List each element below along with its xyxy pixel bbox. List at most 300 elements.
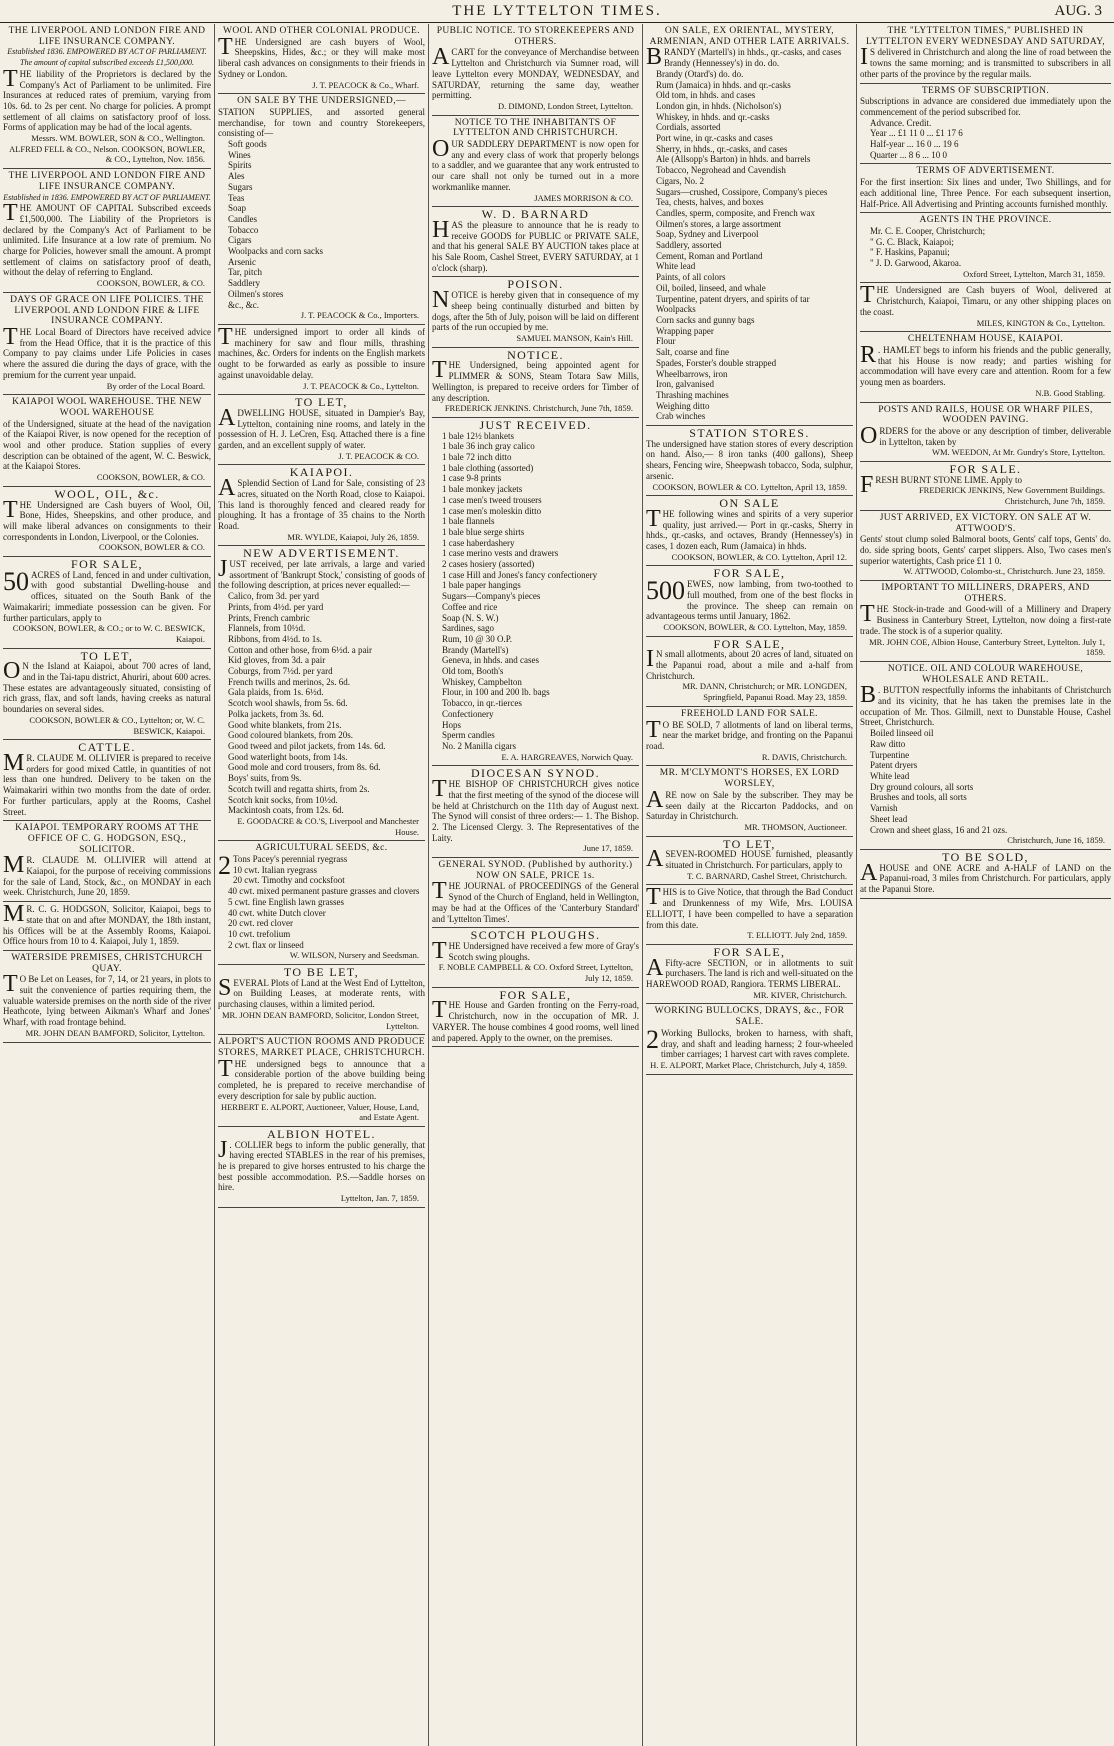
ad-signature: MR. DANN, Christchurch; or MR. LONGDEN, Springfield, Papanui Road. May 23, 1859. bbox=[682, 681, 847, 703]
list-item: Wrapping paper bbox=[656, 325, 714, 336]
ad-text: CART for the conveyance of Merchandise between Lyttelton and Christchurch via Sumner road, will leave Lyttelton every MONDAY, WEDNESDAY, and SATURDAY, returning the same day, weather permitting. bbox=[432, 47, 639, 101]
ad-text: Splendid Section of Land for Sale, consisting of 23 acres, situated on the North Road, close to Kaiapoi. This land is thoroughly fenced and cleared ready for ploughing. It has a frontage of 35 chains to the North Road. bbox=[218, 478, 425, 531]
list-item: Ale (Allsopp's Barton) in hhds. and barrels bbox=[656, 154, 811, 165]
drop-cap: 50 bbox=[3, 566, 29, 596]
advertisement bbox=[218, 24, 425, 94]
ad-text: HE BISHOP OF CHRISTCHURCH gives notice that the first meeting of the synod of the diocese will be held at Christchurch on the 11th day of August next. The Synod will consist of three orders:— 1. The Bishop. 2. The Licensed Clergy. 3. The Representatives of the Laity. bbox=[432, 779, 639, 843]
ad-body bbox=[432, 357, 639, 403]
ad-body bbox=[3, 658, 211, 715]
drop-cap: S bbox=[218, 974, 232, 1001]
list-item: Old tom, in hhds. and cases bbox=[656, 90, 756, 101]
ad-heading: TERMS OF ADVERTISEMENT. bbox=[916, 166, 1055, 177]
advertisement bbox=[432, 766, 639, 858]
list-item: Raw ditto bbox=[870, 738, 906, 749]
ad-heading: MR. M'CLYMONT'S HORSES, EX LORD WORSLEY, bbox=[659, 768, 840, 790]
list-item: Oil, boiled, linseed, and whale bbox=[656, 282, 766, 293]
item-list bbox=[860, 118, 1111, 161]
ad-text: N small allotments, about 20 acres of land, situated on the Papanui road, about a mile and a-half from Christchurch. bbox=[646, 649, 853, 681]
ad-heading: THE LIVERPOOL AND LONDON FIRE AND LIFE INSURANCE COMPANY. bbox=[8, 171, 206, 192]
advertisement bbox=[3, 395, 211, 487]
ad-body bbox=[218, 974, 425, 1010]
list-item: Confectionery bbox=[442, 708, 494, 719]
ad-heading: JUST ARRIVED, EX VICTORY. ON SALE AT W. ATTWOOD'S. bbox=[879, 512, 1092, 534]
drop-cap: T bbox=[432, 997, 447, 1024]
drop-cap: O bbox=[860, 422, 878, 449]
ad-body bbox=[432, 997, 639, 1043]
advertisement bbox=[3, 740, 211, 821]
list-item: Calico, from 3d. per yard bbox=[228, 591, 319, 602]
advertisement bbox=[860, 283, 1111, 332]
ad-text: Subscriptions in advance are considered due immediately upon the commencement of the period subscribed for. bbox=[860, 96, 1111, 117]
drop-cap: T bbox=[646, 716, 661, 743]
list-item: 10 cwt. trefolium bbox=[228, 928, 291, 939]
ad-body bbox=[218, 404, 425, 451]
ad-body bbox=[860, 282, 1111, 317]
item-list bbox=[218, 139, 425, 310]
masthead bbox=[0, 0, 1114, 23]
column-2 bbox=[214, 24, 428, 1746]
ad-signature: Messrs. WM. BOWLER, SON & CO., Wellington. ALFRED FELL & CO., Nelson. COOKSON, BOWLER, & CO., Lyttelton, Nov. 1856. bbox=[9, 133, 205, 165]
advertisement bbox=[218, 395, 425, 465]
ad-heading: FOR SALE, bbox=[713, 636, 786, 651]
advertisement bbox=[646, 426, 853, 496]
list-item: Ribbons, from 4½d. to 1s. bbox=[228, 633, 323, 644]
advertisement bbox=[3, 24, 211, 169]
advertisement bbox=[218, 94, 425, 325]
advertisement bbox=[432, 207, 639, 277]
drop-cap: T bbox=[432, 878, 447, 905]
drop-cap: A bbox=[646, 846, 664, 873]
ad-signature: T. ELLIOTT. July 2nd, 1859. bbox=[747, 930, 847, 941]
advertisement bbox=[860, 462, 1111, 511]
ad-signature: D. DIMOND, London Street, Lyttelton. bbox=[497, 100, 633, 111]
list-item: 1 bale 72 inch ditto bbox=[442, 452, 512, 463]
drop-cap: T bbox=[3, 200, 18, 227]
item-list bbox=[218, 865, 425, 951]
ad-text: ACRES of Land, fenced in and under cultivation, with good substantial Dwelling-house and offices, situated on the South Bank of the Waimakariri; immediate possession can be given. For further particulars, apply to bbox=[3, 569, 211, 623]
list-item: Whiskey, in hhds. and qr.-casks bbox=[656, 111, 770, 122]
advertisement bbox=[432, 348, 639, 418]
list-item: Kid gloves, from 3d. a pair bbox=[228, 655, 326, 666]
advertisement bbox=[3, 649, 211, 741]
ad-text: HE Undersigned are Cash buyers of Wool, Oil, Bone, Hides, Sheepskins, and other produce, and will make liberal advances on consignments to their correspondents in London, Liverpool, or the Colonies. bbox=[3, 499, 211, 542]
ad-body bbox=[646, 646, 853, 681]
ad-text: The undersigned have station stores of every description on hand. Also,— 8 iron tanks (400 gallons), Sheep shears, Fencing wire, Sheepwash tobacco, Soda, sulphur, arsenic. bbox=[646, 438, 853, 481]
list-item: Soap bbox=[228, 203, 246, 214]
drop-cap: M bbox=[3, 901, 25, 928]
advertisement bbox=[218, 546, 425, 841]
drop-cap: T bbox=[646, 505, 661, 532]
list-item: Year ... £1 11 0 ... £1 17 6 bbox=[870, 128, 963, 139]
list-item: Rum (Jamaica) in hhds. and qr.-casks bbox=[656, 79, 791, 90]
ad-heading: AGRICULTURAL SEEDS, &c. bbox=[255, 843, 388, 854]
list-item: Scotch twill and regatta shirts, from 2s. bbox=[228, 783, 370, 794]
ad-body bbox=[860, 859, 1111, 895]
ad-body bbox=[432, 44, 639, 101]
column-3 bbox=[428, 24, 642, 1746]
ad-signature: N.B. Good Stabling. bbox=[1035, 387, 1105, 398]
list-item: 1 bale 36 inch gray calico bbox=[442, 441, 535, 452]
ad-text: HE Undersigned are Cash buyers of Wool, delivered at Christchurch, Kaiapoi, Timaru, or any other shipping places on the coast. bbox=[860, 285, 1111, 317]
ad-text: HE Undersigned have received a few more of Gray's Scotch swing ploughs. bbox=[448, 940, 639, 962]
ad-heading: TO LET, bbox=[295, 395, 348, 410]
drop-cap: T bbox=[432, 357, 447, 384]
ad-text: OTICE is hereby given that in consequence of my sheep being continually disturbed and bitten by dogs, after the 5th of July, poison will be laid on different parts of the run occupied by me. bbox=[432, 290, 639, 333]
newspaper-title: THE LYTTELTON TIMES. bbox=[452, 3, 662, 19]
ad-text: For the first insertion: Six lines and under, Two Shillings, and for each additional line, Three Pence. For each subsequent insertion, Half-Price. All Advertising and Printing accounts furnished monthly. bbox=[860, 177, 1111, 209]
ad-body bbox=[218, 1055, 425, 1102]
list-item: Good coloured blankets, from 20s. bbox=[228, 730, 353, 741]
ad-body bbox=[3, 323, 211, 381]
drop-cap: T bbox=[218, 33, 233, 60]
item-list bbox=[646, 58, 853, 422]
ad-heading: JUST RECEIVED. bbox=[479, 417, 592, 432]
ad-text: EVERAL Plots of Land at the West End of Lyttelton, on Building Leases, at moderate rents, with purchasing clauses, within a limited period. bbox=[218, 977, 425, 1010]
item-list bbox=[432, 431, 639, 752]
column-4 bbox=[642, 24, 856, 1746]
ad-body bbox=[218, 556, 425, 591]
drop-cap: T bbox=[3, 65, 18, 92]
advertisement bbox=[3, 169, 211, 293]
drop-cap: T bbox=[432, 937, 447, 964]
advertisement bbox=[860, 213, 1111, 283]
list-item: Woolpacks bbox=[656, 304, 696, 315]
ad-signature: By order of the Local Board. bbox=[106, 380, 205, 391]
drop-cap: H bbox=[432, 216, 450, 243]
ad-signature: J. T. PEACOCK & CO. bbox=[338, 450, 419, 461]
ad-text: HE AMOUNT OF CAPITAL Subscribed exceeds £1,500,000. The Liability of the Proprietors is declared by the Company's Act of Parliament to be unlimited. Life Insurance at a low rate of premium. No charge for Policies, however small the amount. A prompt settlement of claims on satisfactory proof of death, without the delay of referring to England. bbox=[3, 203, 211, 278]
ad-signature: Lyttelton, Jan. 7, 1859. bbox=[340, 1193, 419, 1204]
list-item: Scotch knit socks, from 10½d. bbox=[228, 794, 338, 805]
ad-body bbox=[3, 200, 211, 278]
ad-body bbox=[646, 576, 853, 622]
list-item: Candles, sperm, composite, and French wax bbox=[656, 207, 815, 218]
list-item: 1 case men's tweed trousers bbox=[442, 494, 542, 505]
advertisement bbox=[860, 403, 1111, 463]
list-item: Iron, galvanised bbox=[656, 379, 714, 390]
advertisement bbox=[432, 928, 639, 988]
ad-signature: MR. KIVER, Christchurch. bbox=[753, 989, 847, 1000]
ad-body bbox=[218, 33, 425, 80]
ad-signature: COOKSON, BOWLER, & CO. bbox=[96, 278, 205, 289]
ad-signature: COOKSON, BOWLER & CO. Lyttelton, April 13, 1859. bbox=[652, 481, 847, 492]
list-item: Hops bbox=[442, 719, 462, 730]
ad-body bbox=[860, 341, 1111, 388]
ad-signature: HERBERT E. ALPORT, Auctioneer, Valuer, House, Land, and Estate Agent. bbox=[220, 1101, 419, 1123]
list-item: Soap, Sydney and Liverpool bbox=[656, 229, 759, 240]
ad-heading: PUBLIC NOTICE. TO STOREKEEPERS AND OTHERS. bbox=[436, 26, 635, 47]
ad-body bbox=[432, 287, 639, 333]
list-item: " F. Haskins, Papanui; bbox=[870, 247, 950, 258]
ad-signature: MR. JOHN DEAN BAMFORD, Solicitor, Lyttelton. bbox=[25, 1027, 205, 1038]
drop-cap: N bbox=[432, 287, 450, 314]
ad-signature: Oxford Street, Lyttelton, March 31, 1859. bbox=[963, 268, 1105, 279]
ad-text: RESH BURNT STONE LIME. Apply to bbox=[875, 474, 1023, 485]
ad-heading: STATION STORES. bbox=[689, 426, 810, 441]
list-item: Tar, pitch bbox=[228, 267, 262, 278]
list-item: Turpentine bbox=[870, 749, 910, 760]
list-item: Brandy (Martell's) bbox=[442, 644, 509, 655]
ad-text: . HAMLET begs to inform his friends and the public generally, that his House is now ready; and parties wishing for accommodation will have every care and attention. Room for a few young men as boarders. bbox=[860, 344, 1111, 388]
list-item: Brandy (Hennessey's) in do. do. bbox=[664, 58, 780, 69]
ad-text: HE undersigned begs to announce that a considerable portion of the above building being completed, he is prepared to receive merchandise of every description for sale by public auction. bbox=[218, 1058, 425, 1101]
ad-heading: WOOL AND OTHER COLONIAL PRODUCE. bbox=[222, 26, 421, 36]
list-item: Crown and sheet glass, 16 and 21 ozs. bbox=[870, 824, 1008, 835]
list-item: Turpentine, patent dryers, and spirits of tar bbox=[656, 293, 810, 304]
drop-cap: T bbox=[218, 323, 233, 350]
advertisement bbox=[860, 164, 1111, 213]
advertisement bbox=[3, 487, 211, 557]
ad-heading: SCOTCH PLOUGHS. bbox=[470, 928, 601, 943]
list-item: Quarter ... 8 6 ... 10 0 bbox=[870, 149, 947, 160]
ad-text: R. CLAUDE M. OLLIVIER will attend at Kaiapoi, for the purpose of receiving commissions for the sale of Land, Stock, &c., on MONDAY in each week. Christchurch, June 20, 1859. bbox=[3, 855, 211, 898]
ad-heading: CATTLE. bbox=[78, 740, 136, 755]
item-list bbox=[860, 226, 1111, 269]
ad-heading: FOR SALE, bbox=[71, 557, 143, 572]
list-item: Cigars, No. 2 bbox=[656, 175, 704, 186]
ad-heading: NEW ADVERTISEMENT. bbox=[243, 546, 400, 561]
ad-heading: TERMS OF SUBSCRIPTION. bbox=[921, 85, 1050, 96]
advertisement bbox=[218, 1035, 425, 1127]
ad-body bbox=[3, 901, 211, 947]
ad-heading: IMPORTANT TO MILLINERS, DRAPERS, AND OTHERS. bbox=[881, 583, 1090, 604]
ad-body bbox=[646, 439, 853, 482]
list-item: Wheelbarrows, iron bbox=[656, 368, 728, 379]
ad-text: EWES, now lambing, from two-toothed to full mouthed, from one of the best flocks in the province. The sheep can remain on advantageous terms until January, 1862. bbox=[646, 579, 853, 622]
drop-cap: M bbox=[3, 852, 25, 879]
ad-signature: SAMUEL MANSON, Kain's Hill. bbox=[516, 332, 633, 343]
list-item: Sugars bbox=[228, 181, 253, 192]
advertisement bbox=[218, 325, 425, 395]
ad-signature: June 17, 1859. bbox=[583, 843, 633, 854]
ad-text: Working Bullocks, broken to harness, with shaft, dray, and shaft and leading harness; 2 four-wheeled timber carriages; 1 harvest cart with raves complete. bbox=[661, 1027, 853, 1060]
advertisement bbox=[860, 84, 1111, 165]
ad-body bbox=[218, 323, 425, 381]
ad-text: AS the pleasure to announce that he is ready to receive GOODS for PUBLIC or PRIVATE SALE, and that his general SALE BY AUCTION takes place at his Sale Room, Cashel Street, EVERY SATURDAY, at 1 o'clock (sharp). bbox=[432, 219, 639, 273]
ad-signature: J. T. PEACOCK & Co., Lyttelton. bbox=[303, 380, 419, 391]
advertisement bbox=[3, 557, 211, 649]
ad-heading: ALPORT'S AUCTION ROOMS AND PRODUCE STORES, MARKET PLACE, CHRISTCHURCH. bbox=[218, 1037, 425, 1058]
list-item: Wines bbox=[228, 149, 251, 160]
list-item: Sugars—Company's pieces bbox=[442, 591, 541, 602]
drop-cap: A bbox=[218, 475, 236, 502]
ad-body bbox=[3, 852, 211, 898]
columns bbox=[0, 24, 1114, 1746]
ad-text: HE JOURNAL of PROCEEDINGS of the General Synod of the Church of England, held in Wellington, may be had at the Offices of the 'Canterbury Standard' and 'Lyttelton Times'. bbox=[432, 881, 639, 924]
list-item: Cigars bbox=[228, 235, 252, 246]
list-item: Tobacco, Negrohead and Cavendish bbox=[656, 165, 786, 176]
list-item: Good tweed and pilot jackets, from 14s. 6d. bbox=[228, 741, 386, 751]
item-list bbox=[218, 591, 425, 816]
list-item: Good mole and cord trousers, from 8s. 6d. bbox=[228, 762, 381, 773]
ad-signature: T. C. BARNARD, Cashel Street, Christchurch. bbox=[687, 870, 847, 881]
drop-cap: O bbox=[432, 136, 450, 163]
advertisement bbox=[860, 332, 1111, 402]
list-item: London gin, in hhds. (Nicholson's) bbox=[656, 100, 782, 111]
ad-body bbox=[432, 216, 639, 274]
list-item: Woolpacks and corn sacks bbox=[228, 246, 323, 257]
ad-signature: COOKSON, BOWLER & CO., Lyttelton; or, W. C. BESWICK, Kaiapoi. bbox=[29, 714, 205, 736]
ad-signature: COOKSON, BOWLER, & CO. Lyttelton, May, 1859. bbox=[663, 621, 847, 632]
list-item: Oilmen's stores, a large assortment bbox=[656, 218, 782, 229]
list-item: " J. D. Garwood, Akaroa. bbox=[870, 258, 962, 269]
advertisement bbox=[646, 707, 853, 767]
advertisement bbox=[860, 511, 1111, 581]
ad-heading: THE "LYTTELTON TIMES," PUBLISHED IN LYTTELTON EVERY WEDNESDAY AND SATURDAY, bbox=[865, 26, 1106, 47]
ad-signature: F. NOBLE CAMPBELL & CO. Oxford Street, Lyttelton, July 12, 1859. bbox=[438, 962, 633, 984]
list-item: Polka jackets, from 3s. 6d. bbox=[228, 708, 324, 719]
list-item: Varnish bbox=[870, 803, 898, 814]
ad-signature: MR. JOHN COE, Albion House, Canterbury Street, Lyttelton. July 1, 1859. bbox=[869, 636, 1105, 658]
advertisement bbox=[646, 885, 853, 945]
ad-text: Gents' stout clump soled Balmoral boots, Gents' calf tops, Gents' do. do. side spring boots, Gents' carpet slippers. Also, Two cases men's superior watertights, Cash price £1 1 0. bbox=[860, 534, 1111, 566]
ad-signature: J. T. PEACOCK & Co., Wharf. bbox=[312, 79, 419, 90]
list-item: 10 cwt. Italian ryegrass bbox=[233, 864, 317, 875]
ad-text: of the Undersigned, situate at the head of the navigation of the Kaiapoi River, is now opened for the reception of wool and other produce. Station supplies of every description can be obtained of the agent, W. C. Beswick, at the Kaiapoi Stores. bbox=[3, 418, 211, 472]
ad-text: HE Stock-in-trade and Good-will of a Millinery and Drapery Business in Canterbury Street, Lyttelton, now doing a first-rate trade. The stock is of a superior quality. bbox=[860, 604, 1111, 636]
advertisement bbox=[860, 850, 1111, 899]
list-item: Half-year ... 16 0 ... 19 6 bbox=[870, 139, 959, 150]
ad-signature: COOKSON, BOWLER & CO. bbox=[98, 542, 205, 553]
ad-signature: W. ATTWOOD, Colombo-st., Christchurch. June 23, 1859. bbox=[903, 566, 1105, 577]
ad-text: HE undersigned import to order all kinds of machinery for saw and flour mills, thrashing machines, &c. Orders for indents on the English markets ought to be forwarded as early as possible to insure against unavoidable delay. bbox=[218, 326, 425, 380]
list-item: 1 bale blue serge shirts bbox=[442, 526, 525, 537]
ad-text: N the Island at Kaiapoi, about 700 acres of land, and in the Tai-tapu district, Ahuriri, about 600 acres. These estates are advantageously situated, consisting of rich grass, flax, and soft lands, having creeks as natural boundaries on several sides. bbox=[3, 661, 211, 715]
list-item: Good white blankets, from 21s. bbox=[228, 719, 342, 730]
ad-body bbox=[860, 422, 1111, 449]
ad-text: . BUTTON respectfully informs the inhabitants of Christchurch and its vicinity, that he has taken the premises late in the occupation of Mr. Thos. Gilmill, next to Dunstable House, Cashel Street, Christchurch. bbox=[860, 685, 1111, 728]
column-1 bbox=[0, 24, 214, 1746]
ad-signature: COOKSON, BOWLER, & CO. bbox=[96, 472, 205, 483]
advertisement bbox=[218, 1127, 425, 1208]
list-item: Saddlery, assorted bbox=[656, 240, 722, 251]
advertisement bbox=[432, 858, 639, 928]
drop-cap: T bbox=[218, 1055, 233, 1082]
drop-cap: T bbox=[860, 282, 875, 309]
drop-cap: A bbox=[432, 44, 450, 71]
list-item: Geneva, in hhds. and cases bbox=[442, 655, 539, 666]
list-item: 1 bale clothing (assorted) bbox=[442, 462, 534, 473]
drop-cap: I bbox=[646, 646, 654, 673]
ad-body bbox=[432, 136, 639, 193]
ad-signature: WM. WEEDON, At Mr. Gundry's Store, Lyttelton. bbox=[931, 447, 1105, 458]
ad-body bbox=[218, 475, 425, 532]
advertisement bbox=[218, 965, 425, 1035]
advertisement bbox=[646, 766, 853, 836]
ad-body bbox=[860, 96, 1111, 117]
advertisement bbox=[646, 24, 853, 426]
drop-cap: I bbox=[860, 44, 868, 71]
list-item: Spades, Forster's double strapped bbox=[656, 357, 777, 368]
ad-heading: TO BE SOLD, bbox=[942, 849, 1029, 864]
ad-heading: FOR SALE, bbox=[713, 944, 786, 959]
advertisement bbox=[218, 465, 425, 546]
ad-text: S delivered in Christchurch and along the line of road between the towns the same morning; and is transmitted to subscribers in all other parts of the province by the regular mails. bbox=[860, 47, 1111, 79]
ad-text: RANDY (Martell's) in hhds., qr.-casks, and cases bbox=[664, 47, 842, 58]
drop-cap: J bbox=[218, 1136, 228, 1163]
ad-heading: WATERSIDE PREMISES, CHRISTCHURCH QUAY. bbox=[11, 952, 203, 974]
list-item: Coburgs, from 7½d. per yard bbox=[228, 666, 333, 677]
list-item: Soft goods bbox=[228, 139, 267, 150]
ad-heading: TO BE LET, bbox=[283, 965, 360, 980]
ad-body bbox=[646, 716, 853, 752]
ad-body bbox=[646, 846, 853, 873]
ad-heading: POISON. bbox=[507, 277, 564, 292]
ad-body bbox=[646, 1024, 853, 1060]
list-item: 2 cwt. flax or linseed bbox=[228, 939, 304, 950]
issue-date: AUG. 3 bbox=[1054, 3, 1102, 19]
list-item: Thrashing machines bbox=[656, 389, 729, 400]
ad-signature: MR. THOMSON, Auctioneer. bbox=[744, 821, 847, 832]
ad-body bbox=[860, 177, 1111, 209]
drop-cap: 2 bbox=[646, 1024, 659, 1054]
ad-body bbox=[3, 971, 211, 1028]
ad-signature: E. A. HARGREAVES, Norwich Quay. bbox=[501, 751, 633, 762]
ad-heading: THE LIVERPOOL AND LONDON FIRE AND LIFE INSURANCE COMPANY. bbox=[8, 26, 206, 47]
ad-body bbox=[432, 776, 639, 843]
list-item: 1 bale monkey jackets bbox=[442, 484, 523, 495]
advertisement bbox=[432, 277, 639, 347]
ad-text: HE House and Garden fronting on the Ferry-road, Christchurch, now in the occupation of MR. J. VARYER. The house combines 4 good rooms, well lined and papered. Apply to the owner, on the premises. bbox=[432, 1000, 639, 1043]
advertisement bbox=[218, 841, 425, 965]
drop-cap: B bbox=[646, 44, 663, 71]
drop-cap: A bbox=[646, 954, 664, 981]
list-item: No. 2 Manilla cigars bbox=[442, 741, 516, 751]
list-item: Sugars—crushed, Cossipore, Company's pieces bbox=[656, 186, 828, 197]
list-item: 1 bale flannels bbox=[442, 516, 495, 527]
list-item: Soap (N. S. W.) bbox=[442, 612, 499, 623]
ad-text: HIS is to Give Notice, that through the Bad Conduct and Drunkenness of my Wife, Mrs. LOUISA ELLIOTT, I have been compelled to have a separation from this date. bbox=[646, 887, 853, 930]
ad-text: O Be Let on Leases, for 7, 14, or 21 years, in plots to suit the convenience of parties requiring them, the valuable waterside premises on the north side of the river Heathcote, lying between Aikman's Wharf and Jones' Wharf, with road frontage behind. bbox=[3, 974, 211, 1028]
list-item: 40 cwt. mixed permanent pasture grasses and clovers bbox=[228, 886, 420, 897]
ad-text: STATION SUPPLIES, and assorted general merchandise, for town and country Storekeepers, consisting of— bbox=[218, 106, 425, 139]
ad-text: R. CLAUDE M. OLLIVIER is prepared to receive orders for good mixed Cattle, in quantities of not less than one hundred. Delivery to be taken on the Waimakariri within two months from the date of order. For further particulars, apply at the Rooms, Cashel Street. bbox=[3, 753, 211, 817]
ad-heading: WOOL, OIL, &c. bbox=[54, 486, 160, 501]
drop-cap: 2 bbox=[218, 851, 231, 881]
advertisement bbox=[646, 1004, 853, 1074]
ad-heading: ON SALE, EX ORIENTAL, MYSTERY, ARMENIAN, AND OTHER LATE ARRIVALS. bbox=[649, 26, 850, 47]
ad-body bbox=[860, 44, 1111, 79]
list-item: Brushes and tools, all sorts bbox=[870, 792, 967, 803]
list-item: Weighing ditto bbox=[656, 400, 710, 411]
ad-heading: NOTICE. bbox=[507, 347, 564, 362]
ad-heading: ON SALE bbox=[719, 496, 780, 511]
list-item: Tobacco, in qr.-tierces bbox=[442, 698, 522, 709]
list-item: &c., &c. bbox=[228, 299, 259, 310]
ad-heading: NOTICE TO THE INHABITANTS OF LYTTELTON AND CHRISTCHURCH. bbox=[453, 117, 618, 139]
ad-body bbox=[3, 65, 211, 133]
list-item: Good waterlight boots, from 14s. bbox=[228, 751, 348, 762]
ad-text: HE following wines and spirits of a very superior quality, just arrived.— Port in qr.-casks, Sherry in hhds., qr.-casks, and octaves, Brandy (Hennessey's) in cases, 1 dozen each, Rum (Jamaica) in hhds. bbox=[646, 508, 853, 552]
ad-text: HE liability of the Proprietors is declared by the Company's Act of Parliament to be unlimited. Fire Insurances at reduced rates of premium, varying from 10s. 6d. to 2s per cent. No charge for policies. A prompt settlement of all claims on satisfactory proof of loss. Forms of application may be had of the local agents. bbox=[3, 68, 211, 133]
ad-body bbox=[218, 107, 425, 139]
list-item: 5 cwt. fine English lawn grasses bbox=[228, 896, 344, 907]
drop-cap: F bbox=[860, 471, 874, 498]
ad-body bbox=[646, 505, 853, 552]
drop-cap: 500 bbox=[646, 576, 685, 606]
ad-body bbox=[646, 786, 853, 822]
list-item: Old tom, Booth's bbox=[442, 666, 504, 677]
list-item: Coffee and rice bbox=[442, 601, 498, 612]
ad-heading: TO LET, bbox=[723, 836, 776, 851]
list-item: White lead bbox=[870, 771, 910, 781]
ad-text: Fifty-acre SECTION, or in allotments to suit purchasers. The land is rich and well-situated on the HAREWOOD ROAD, Rangiora. TERMS LIBERAL. bbox=[646, 957, 853, 990]
ad-signature: MR. WYLDE, Kaiapoi, July 26, 1859. bbox=[287, 531, 419, 542]
ad-signature: E. GOODACRE & CO.'S, Liverpool and Manchester House. bbox=[237, 815, 419, 837]
item-list bbox=[860, 728, 1111, 835]
ad-text: HE Local Board of Directors have received advice from the Head Office, that it is the practice of this Company to pay claims under Life Policies in cases where the assured die during the days of grace, with the premium for the current year unpaid. bbox=[3, 326, 211, 380]
list-item: Ales bbox=[228, 171, 245, 182]
